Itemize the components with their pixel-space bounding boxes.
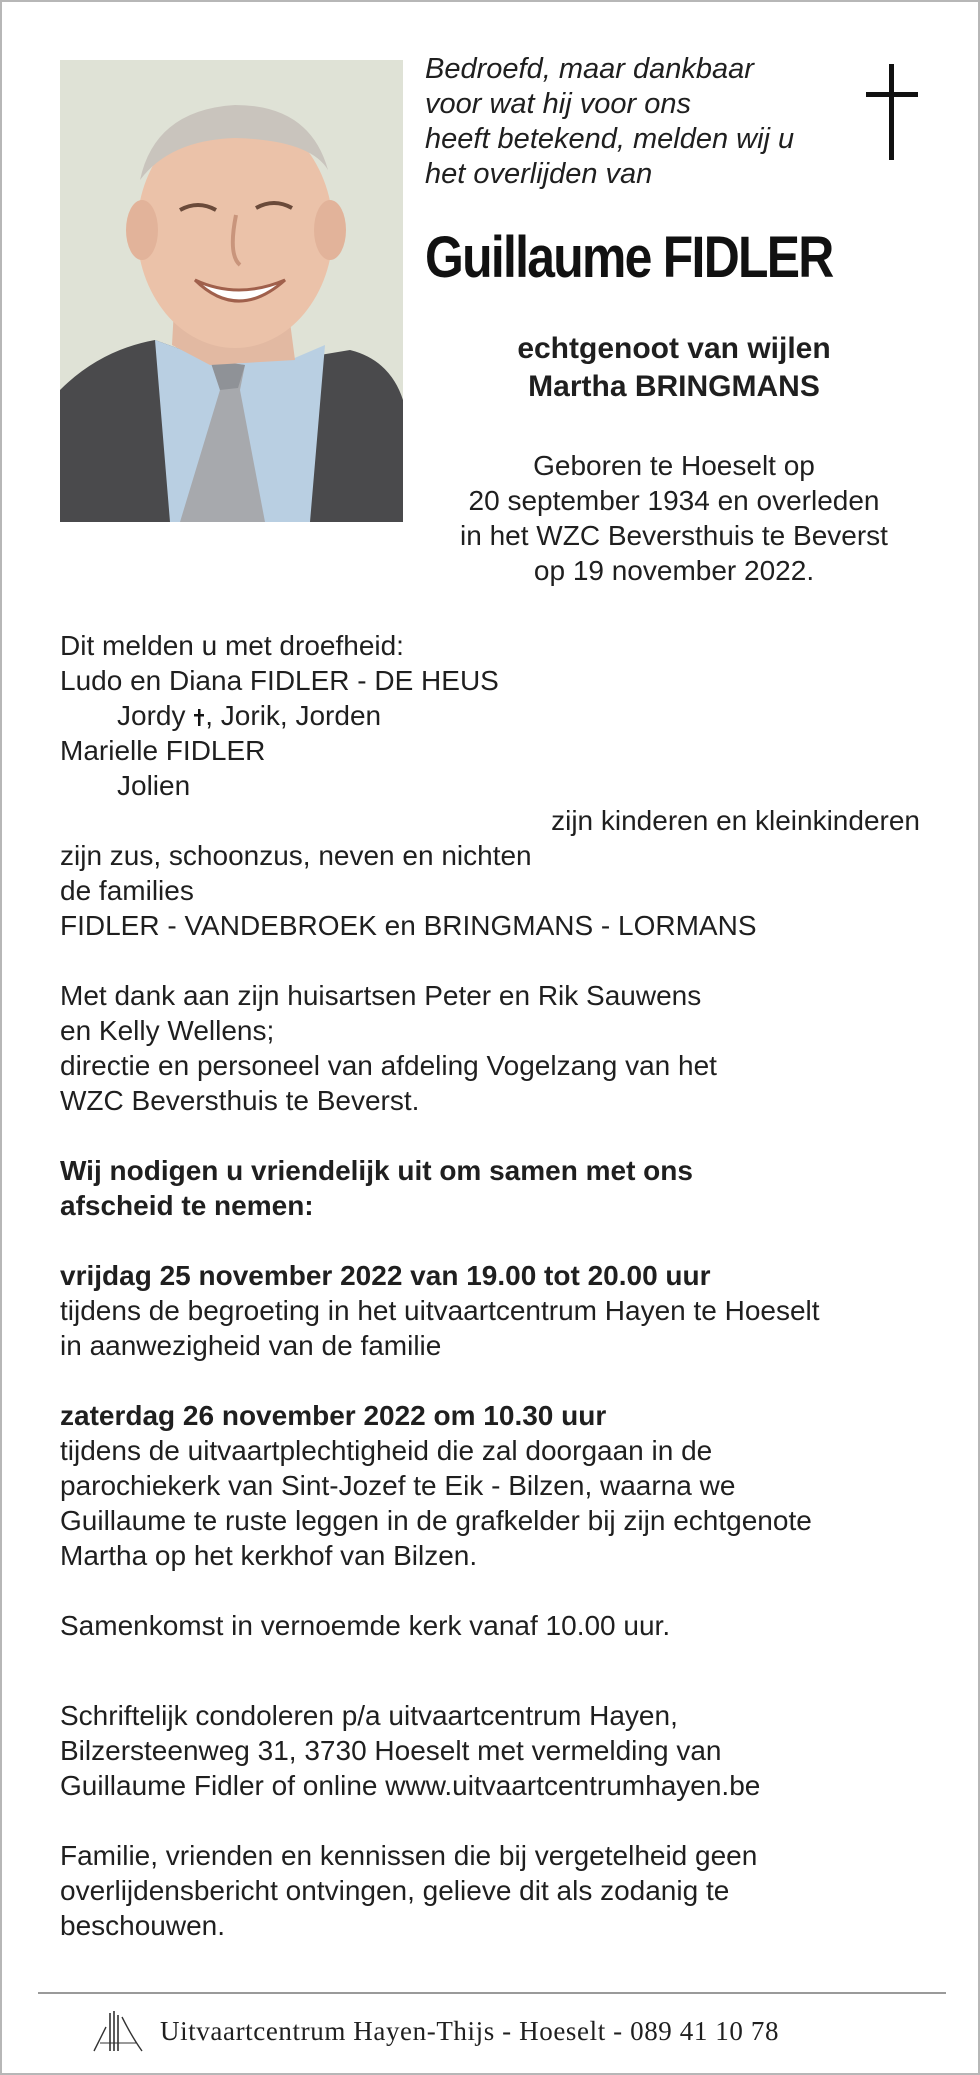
intro-line: voor wat hij voor ons (425, 88, 691, 120)
family-line: Ludo en Diana FIDLER - DE HEUS (60, 665, 499, 696)
intro-line: Bedroefd, maar dankbaar (425, 53, 754, 85)
event2-line: Martha op het kerkhof van Bilzen. (60, 1540, 478, 1571)
family-line: de families (60, 875, 194, 906)
grandchild-names: , Jorik, Jorden (205, 700, 382, 731)
event1-date: vrijdag 25 november 2022 van 19.00 tot 20.00 uur (60, 1260, 711, 1291)
spouse-line: echtgenoot van wijlen (517, 332, 831, 365)
deceased-name: Guillaume FIDLER (425, 225, 833, 290)
funeral-home-logo-icon (92, 2007, 144, 2055)
intro-line: heeft betekend, melden wij u (425, 123, 795, 155)
family-line (60, 698, 930, 733)
family-line: zijn zus, schoonzus, neven en nichten (60, 840, 532, 871)
event2-line: Guillaume te ruste leggen in de grafkelder bij zijn echtgenote (60, 1505, 812, 1536)
family-heading: Dit melden u met droefheid: (60, 630, 404, 661)
event2-date: zaterdag 26 november 2022 om 10.30 uur (60, 1400, 607, 1431)
family-line: Jolien (117, 770, 191, 801)
thanks-line: directie en personeel van afdeling Vogelzang van het (60, 1050, 717, 1081)
event1-line: tijdens de begroeting in het uitvaartcentrum Hayen te Hoeselt (60, 1295, 820, 1326)
family-line: zijn kinderen en kleinkinderen (551, 805, 920, 836)
invite-line: afscheid te nemen: (60, 1190, 314, 1221)
intro-text (425, 52, 845, 192)
gathering-line: Samenkomst in vernoemde kerk vanaf 10.00 uur. (60, 1610, 671, 1641)
event2-line: parochiekerk van Sint-Jozef te Eik - Bilzen, waarna we (60, 1470, 736, 1501)
portrait-photo (60, 60, 403, 522)
born-line: Geboren te Hoeselt op (533, 450, 815, 481)
notice-line: overlijdensbericht ontvingen, gelieve dit als zodanig te (60, 1875, 730, 1906)
invite-line: Wij nodigen u vriendelijk uit om samen met ons (60, 1155, 693, 1186)
notice-line: Familie, vrienden en kennissen die bij vergetelheid geen (60, 1840, 758, 1871)
event2-line: tijdens de uitvaartplechtigheid die zal doorgaan in de (60, 1435, 713, 1466)
obituary-body (60, 628, 930, 1943)
thanks-line: Met dank aan zijn huisartsen Peter en Rik Sauwens (60, 980, 702, 1011)
spouse-text (425, 330, 923, 406)
condolence-line: Schriftelijk condoleren p/a uitvaartcentrum Hayen, (60, 1700, 678, 1731)
footer-divider (38, 1992, 946, 1994)
born-line: in het WZC Beversthuis te Beverst (460, 520, 888, 551)
grandchild-name: Jordy (117, 700, 186, 731)
footer-text: Uitvaartcentrum Hayen-Thijs - Hoeselt - 089 41 10 78 (160, 2016, 780, 2046)
born-line: 20 september 1934 en overleden (468, 485, 880, 516)
family-line: Marielle FIDLER (60, 735, 266, 766)
birth-death-text (425, 448, 923, 588)
thanks-line: WZC Beversthuis te Beverst. (60, 1085, 420, 1116)
spouse-line: Martha BRINGMANS (528, 370, 820, 403)
family-line: FIDLER - VANDEBROEK en BRINGMANS - LORMANS (60, 910, 757, 941)
event1-line: in aanwezigheid van de familie (60, 1330, 442, 1361)
footer (60, 2007, 930, 2055)
condolence-line: Guillaume Fidler of online www.uitvaartcentrumhayen.be (60, 1770, 761, 1801)
cross-icon (864, 62, 920, 162)
thanks-line: en Kelly Wellens; (60, 1015, 275, 1046)
notice-line: beschouwen. (60, 1910, 226, 1941)
condolence-line: Bilzersteenweg 31, 3730 Hoeselt met vermelding van (60, 1735, 722, 1766)
born-line: op 19 november 2022. (533, 555, 815, 586)
intro-line: het overlijden van (425, 158, 653, 190)
small-cross-icon (193, 707, 205, 727)
